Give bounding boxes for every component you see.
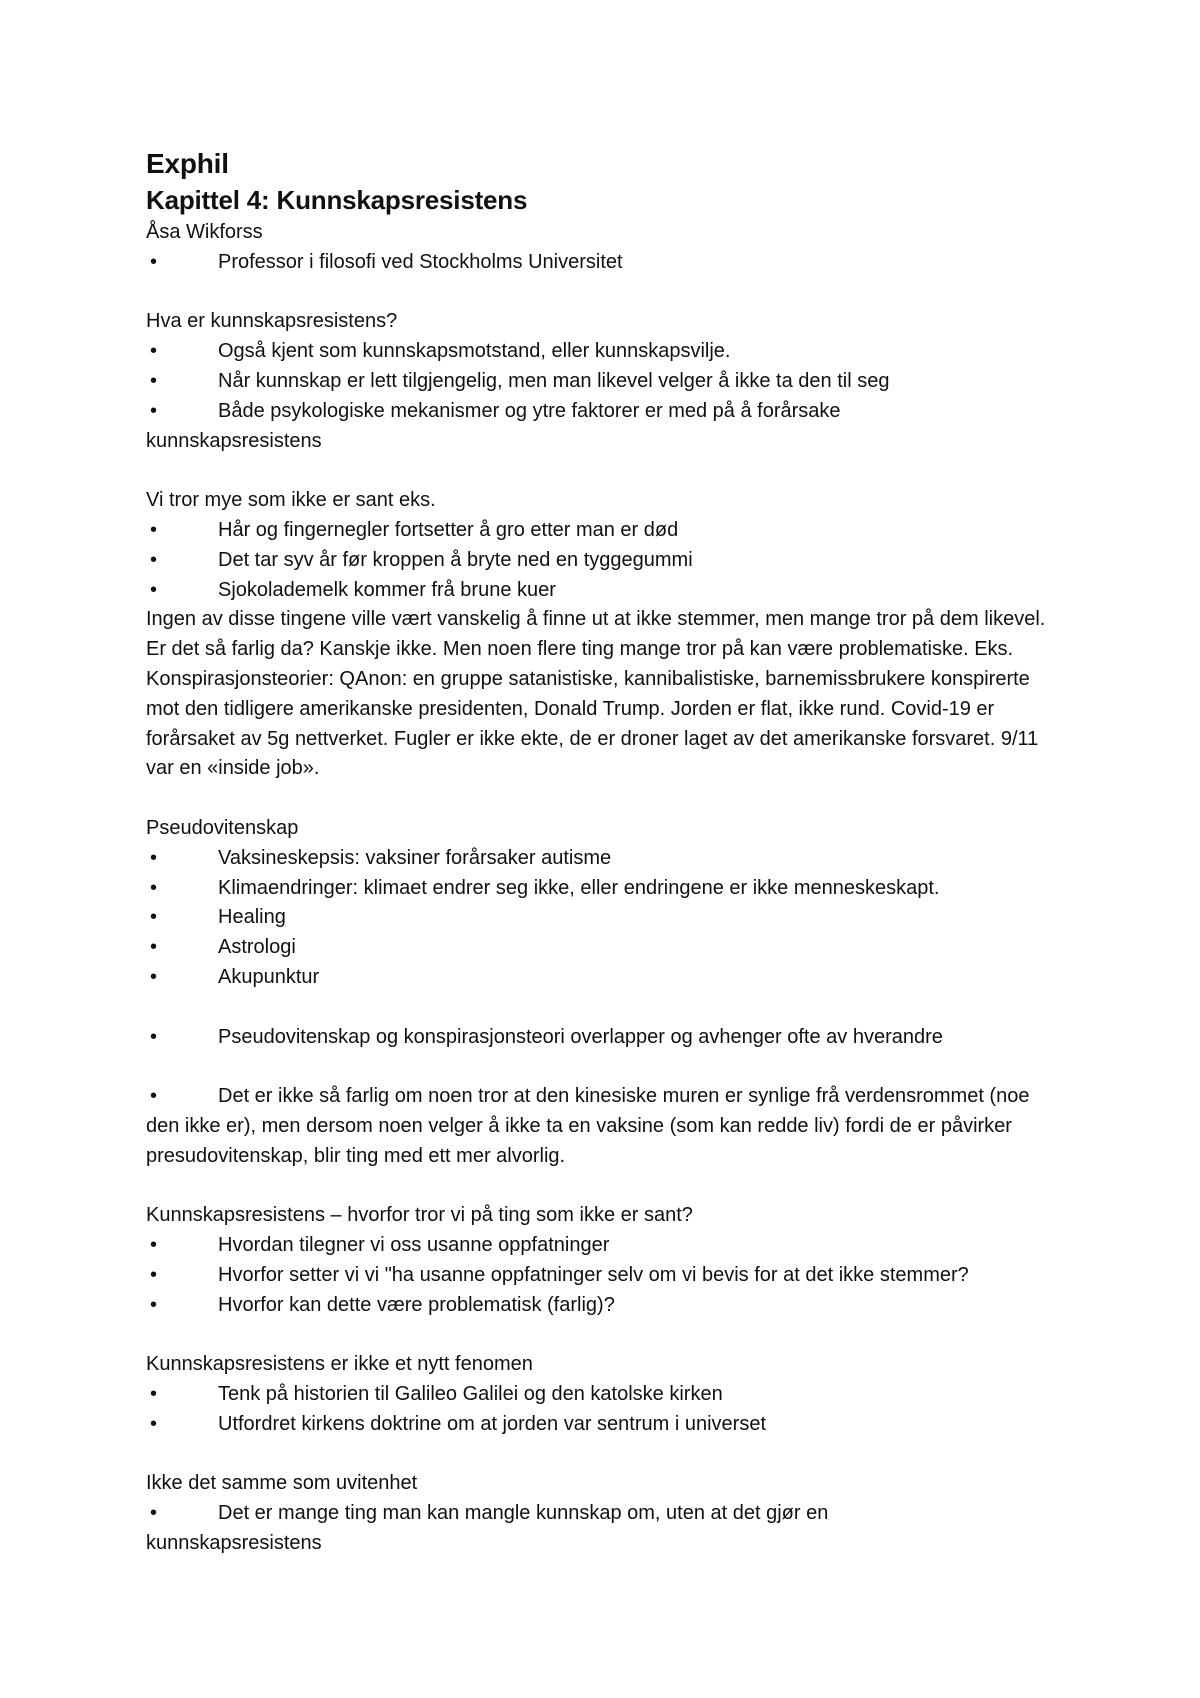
list-item: • Sjokolademelk kommer frå brune kuer [146, 576, 1066, 606]
list-item: • Både psykologiske mekanismer og ytre faktorer er med på å forårsake kunnskapsresistens [146, 397, 866, 457]
bullet-icon: • [150, 1025, 158, 1048]
bullet-icon: • [150, 578, 158, 601]
list-item: • Pseudovitenskap og konspirasjonsteori overlapper og avhenger ofte av hverandre [146, 1023, 1066, 1053]
bullet-icon: • [150, 1085, 158, 1108]
list-item: • Akupunktur [146, 963, 1066, 993]
bullet-icon: • [150, 369, 158, 392]
list-item: • Det er mange ting man kan mangle kunnskap om, uten at det gjør en kunnskapsresistens [146, 1499, 906, 1559]
bullet-icon: • [150, 1412, 158, 1435]
list-item: • Hvorfor setter vi vi "ha usanne oppfatninger selv om vi bevis for at det ikke stemmer? [146, 1261, 1066, 1291]
list-item: • Astrologi [146, 933, 1066, 963]
bullet-icon: • [150, 1234, 158, 1257]
list-item: • Hår og fingernegler fortsetter å gro etter man er død [146, 516, 1066, 546]
section-heading: Kunnskapsresistens er ikke et nytt fenomen [146, 1353, 533, 1376]
author-name: Åsa Wikforss [146, 221, 263, 243]
list-item: • Hvordan tilegner vi oss usanne oppfatninger [146, 1231, 1066, 1261]
section-heading: Ikke det samme som uvitenhet [146, 1472, 418, 1495]
section-heading: Kunnskapsresistens – hvorfor tror vi på ting som ikke er sant? [146, 1204, 693, 1227]
list-item: • Det tar syv år før kroppen å bryte ned en tyggegummi [146, 546, 1066, 576]
list-item: • Professor i filosofi ved Stockholms Universitet [146, 248, 1066, 278]
body-paragraph: Ingen av disse tingene ville vært vanskelig å finne ut at ikke stemmer, men mange tror på dem likevel. Er det så farlig da? Kanskje ikke. Men noen flere ting mange tror på kan være problematiske. Eks. Konspirasjonsteorier: QAnon: en gruppe satanistiske, kannibalistiske, barnemissbrukere konspirerte mot den tidligere amerikanske presidenten, Donald Trump. Jorden er flat, ikke rund. Covid-19 er forårsaket av 5g nettverket. Fugler er ikke ekte, de er droner laget av det amerikanske forsvaret. 9/11 var en «inside job». [146, 608, 1046, 780]
bullet-icon: • [150, 548, 158, 571]
bullet-icon: • [150, 846, 158, 869]
bullet-icon: • [150, 250, 158, 273]
bullet-icon: • [150, 876, 158, 899]
bullet-icon: • [150, 340, 158, 363]
list-item: • Tenk på historien til Galileo Galilei og den katolske kirken [146, 1380, 1066, 1410]
list-item: • Det er ikke så farlig om noen tror at den kinesiske muren er synlige frå verdensrommet (noe den ikke er), men dersom noen velger å ikke ta en vaksine (som kan redde liv) fordi de er påvirker presudovitenskap, blir ting med ett mer alvorlig. [146, 1082, 1041, 1171]
list-item: • Når kunnskap er lett tilgjengelig, men man likevel velger å ikke ta den til seg [146, 367, 1066, 397]
chapter-heading: Kapittel 4: Kunnskapsresistens [146, 185, 528, 215]
bullet-icon: • [150, 936, 158, 959]
bullet-icon: • [150, 1502, 158, 1525]
section-heading: Vi tror mye som ikke er sant eks. [146, 489, 436, 512]
section-heading: Hva er kunnskapsresistens? [146, 310, 398, 333]
bullet-icon: • [150, 1293, 158, 1316]
list-item: • Vaksineskepsis: vaksiner forårsaker autisme [146, 844, 1066, 874]
bullet-icon: • [150, 1383, 158, 1406]
document-title: Exphil [146, 148, 229, 179]
bullet-icon: • [150, 965, 158, 988]
bullet-icon: • [150, 1263, 158, 1286]
list-item: • Klimaendringer: klimaet endrer seg ikke, eller endringene er ikke menneskeskapt. [146, 874, 1066, 904]
bullet-icon: • [150, 906, 158, 929]
section-heading: Pseudovitenskap [146, 816, 299, 839]
list-item: • Også kjent som kunnskapsmotstand, eller kunnskapsvilje. [146, 337, 1066, 367]
list-item: • Healing [146, 903, 1066, 933]
document-page [146, 146, 1066, 1559]
bullet-icon: • [150, 399, 158, 422]
bullet-icon: • [150, 518, 158, 541]
list-item: • Utfordret kirkens doktrine om at jorden var sentrum i universet [146, 1410, 1066, 1440]
list-item: • Hvorfor kan dette være problematisk (farlig)? [146, 1291, 1066, 1321]
